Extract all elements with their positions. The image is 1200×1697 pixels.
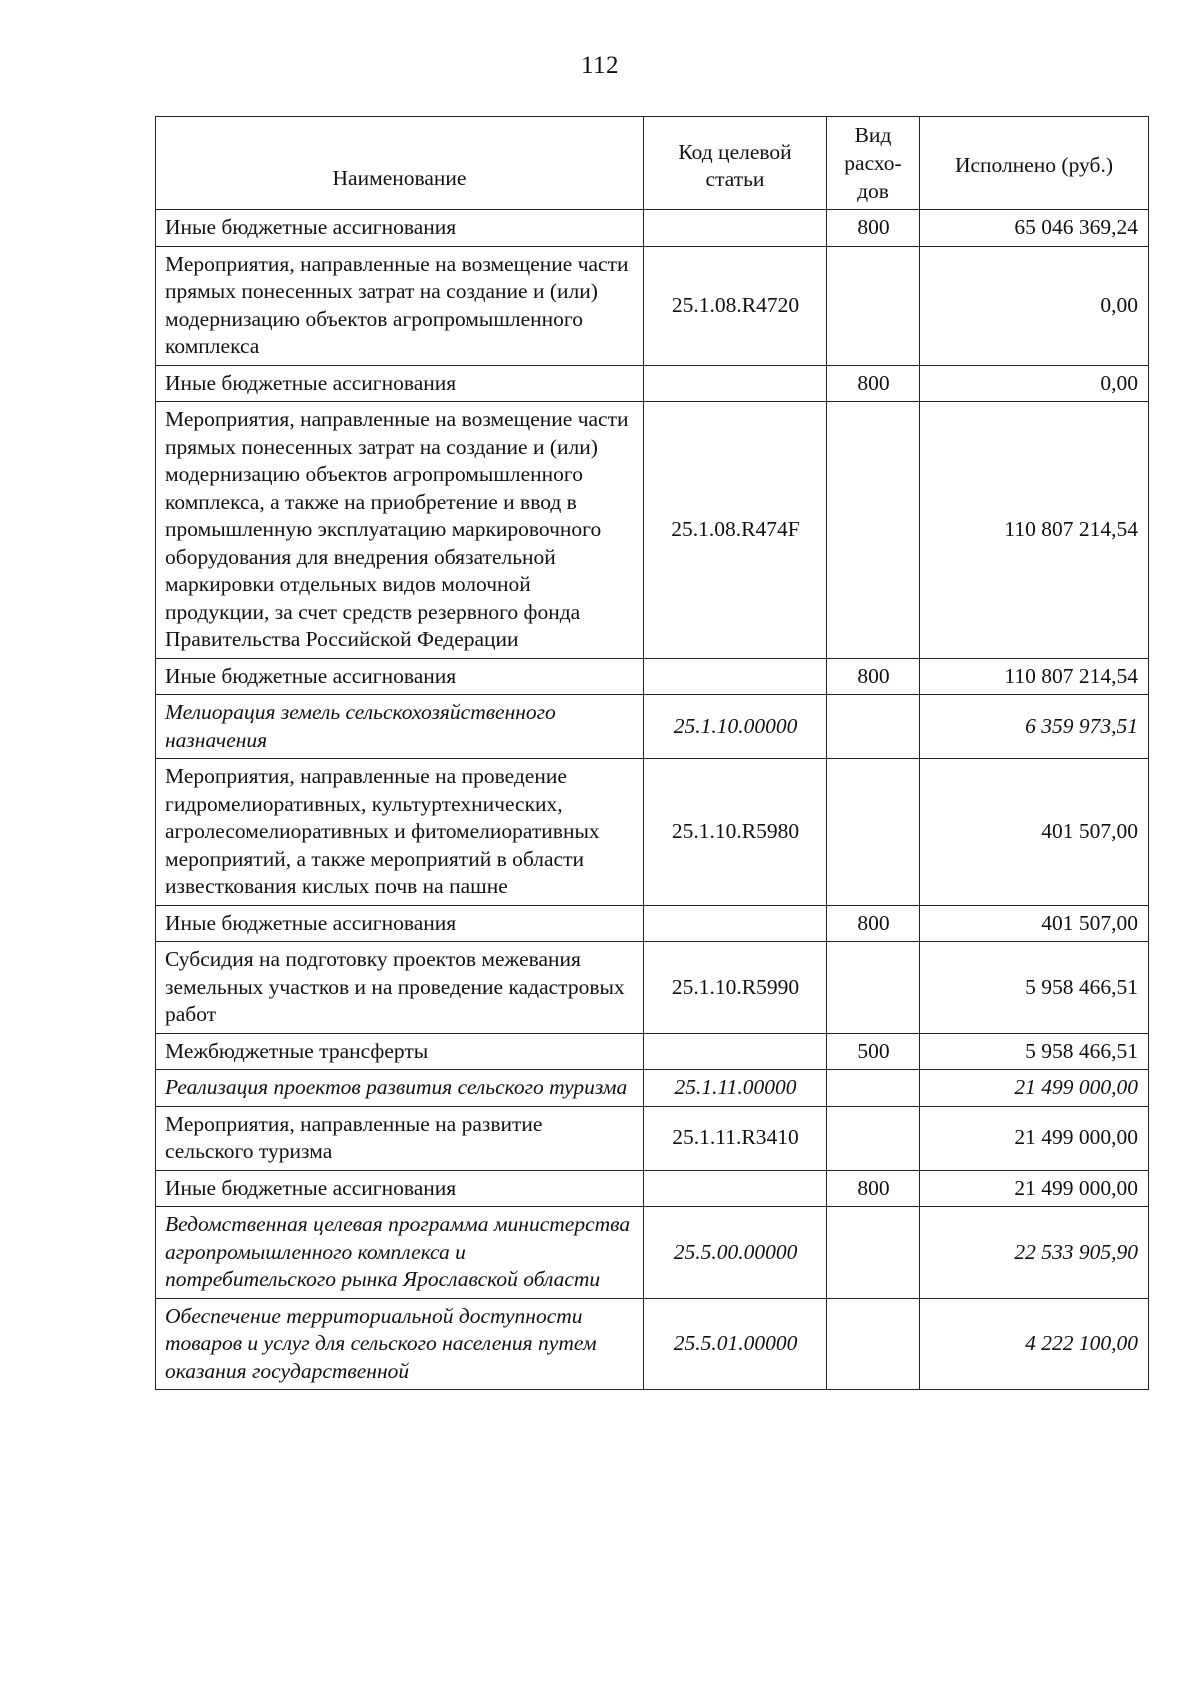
table-row — [156, 1070, 1149, 1107]
row-name-cell: Иные бюджетные ассигнования — [156, 1170, 644, 1207]
row-expense-type-cell: 500 — [827, 1033, 920, 1070]
row-expense-type-cell: 800 — [827, 658, 920, 695]
row-code-cell: 25.5.00.00000 — [644, 1207, 827, 1299]
row-executed-cell: 22 533 905,90 — [920, 1207, 1149, 1299]
row-executed-cell: 6 359 973,51 — [920, 695, 1149, 759]
row-expense-type-cell: 800 — [827, 210, 920, 247]
row-name-cell: Иные бюджетные ассигнования — [156, 210, 644, 247]
row-expense-type-cell — [827, 942, 920, 1034]
row-name-cell: Обеспечение территориальной доступности товаров и услуг для сельского населения путем оказания государственной — [156, 1298, 644, 1390]
row-executed-cell: 21 499 000,00 — [920, 1106, 1149, 1170]
row-name-cell: Мероприятия, направленные на возмещение части прямых понесенных затрат на создание и (или) модернизацию объектов агропромышленного комплекса, а также на приобретение и ввод в промышленную эксплуатацию маркировочного оборудования для внедрения обязательной маркировки отдельных видов молочной продукции, за счет средств резервного фонда Правительства Российской Федерации — [156, 402, 644, 659]
row-name-cell: Мероприятия, направленные на развитие сельского туризма — [156, 1106, 644, 1170]
table-row — [156, 1298, 1149, 1390]
row-name-cell: Мероприятия, направленные на возмещение части прямых понесенных затрат на создание и (или) модернизацию объектов агропромышленного комплекса — [156, 246, 644, 365]
table-row — [156, 402, 1149, 659]
table-row — [156, 942, 1149, 1034]
row-code-cell: 25.5.01.00000 — [644, 1298, 827, 1390]
page-number: 112 — [580, 52, 620, 79]
row-executed-cell: 5 958 466,51 — [920, 1033, 1149, 1070]
row-code-cell — [644, 365, 827, 402]
row-executed-cell: 0,00 — [920, 365, 1149, 402]
table-row — [156, 1033, 1149, 1070]
row-expense-type-cell — [827, 695, 920, 759]
row-code-cell: 25.1.08.R4720 — [644, 246, 827, 365]
row-expense-type-cell — [827, 1070, 920, 1107]
budget-execution-table — [155, 116, 1149, 1390]
table-row — [156, 695, 1149, 759]
row-name-cell: Мелиорация земель сельскохозяйственного назначения — [156, 695, 644, 759]
row-name-cell: Иные бюджетные ассигнования — [156, 658, 644, 695]
table-row — [156, 365, 1149, 402]
row-expense-type-cell: 800 — [827, 905, 920, 942]
row-code-cell: 25.1.11.00000 — [644, 1070, 827, 1107]
row-executed-cell: 0,00 — [920, 246, 1149, 365]
row-executed-cell: 5 958 466,51 — [920, 942, 1149, 1034]
row-code-cell — [644, 1170, 827, 1207]
header-name: Наименование — [156, 117, 644, 210]
table-row — [156, 246, 1149, 365]
table-row — [156, 1170, 1149, 1207]
row-expense-type-cell — [827, 1298, 920, 1390]
row-code-cell — [644, 1033, 827, 1070]
row-code-cell: 25.1.08.R474F — [644, 402, 827, 659]
header-executed: Исполнено (руб.) — [920, 117, 1149, 210]
row-expense-type-cell — [827, 759, 920, 906]
row-expense-type-cell — [827, 246, 920, 365]
row-name-cell: Иные бюджетные ассигнования — [156, 905, 644, 942]
row-name-cell: Иные бюджетные ассигнования — [156, 365, 644, 402]
row-name-cell: Межбюджетные трансферты — [156, 1033, 644, 1070]
row-expense-type-cell: 800 — [827, 365, 920, 402]
table-row — [156, 905, 1149, 942]
row-expense-type-cell — [827, 1207, 920, 1299]
row-executed-cell: 110 807 214,54 — [920, 658, 1149, 695]
table-row — [156, 658, 1149, 695]
row-expense-type-cell — [827, 1106, 920, 1170]
row-executed-cell: 21 499 000,00 — [920, 1070, 1149, 1107]
row-code-cell: 25.1.11.R3410 — [644, 1106, 827, 1170]
row-name-cell: Ведомственная целевая программа министерства агропромышленного комплекса и потребительского рынка Ярославской области — [156, 1207, 644, 1299]
row-executed-cell: 65 046 369,24 — [920, 210, 1149, 247]
row-executed-cell: 4 222 100,00 — [920, 1298, 1149, 1390]
row-name-cell: Мероприятия, направленные на проведение гидромелиоративных, культуртехнических, агролесомелиоративных и фитомелиоративных мероприятий, а также мероприятий в области известкования кислых почв на пашне — [156, 759, 644, 906]
row-executed-cell: 401 507,00 — [920, 759, 1149, 906]
header-expense-type: Вид расхо-дов — [827, 117, 920, 210]
table-row — [156, 210, 1149, 247]
table-row — [156, 1207, 1149, 1299]
row-code-cell — [644, 658, 827, 695]
table-header-row — [156, 117, 1149, 210]
row-expense-type-cell — [827, 402, 920, 659]
header-code: Код целевой статьи — [644, 117, 827, 210]
row-executed-cell: 21 499 000,00 — [920, 1170, 1149, 1207]
row-executed-cell: 401 507,00 — [920, 905, 1149, 942]
row-code-cell: 25.1.10.00000 — [644, 695, 827, 759]
row-name-cell: Реализация проектов развития сельского туризма — [156, 1070, 644, 1107]
table-row — [156, 759, 1149, 906]
row-code-cell — [644, 210, 827, 247]
row-code-cell: 25.1.10.R5980 — [644, 759, 827, 906]
row-name-cell: Субсидия на подготовку проектов межевания земельных участков и на проведение кадастровых работ — [156, 942, 644, 1034]
row-executed-cell: 110 807 214,54 — [920, 402, 1149, 659]
row-expense-type-cell: 800 — [827, 1170, 920, 1207]
row-code-cell — [644, 905, 827, 942]
row-code-cell: 25.1.10.R5990 — [644, 942, 827, 1034]
table-row — [156, 1106, 1149, 1170]
table-body — [156, 210, 1149, 1390]
